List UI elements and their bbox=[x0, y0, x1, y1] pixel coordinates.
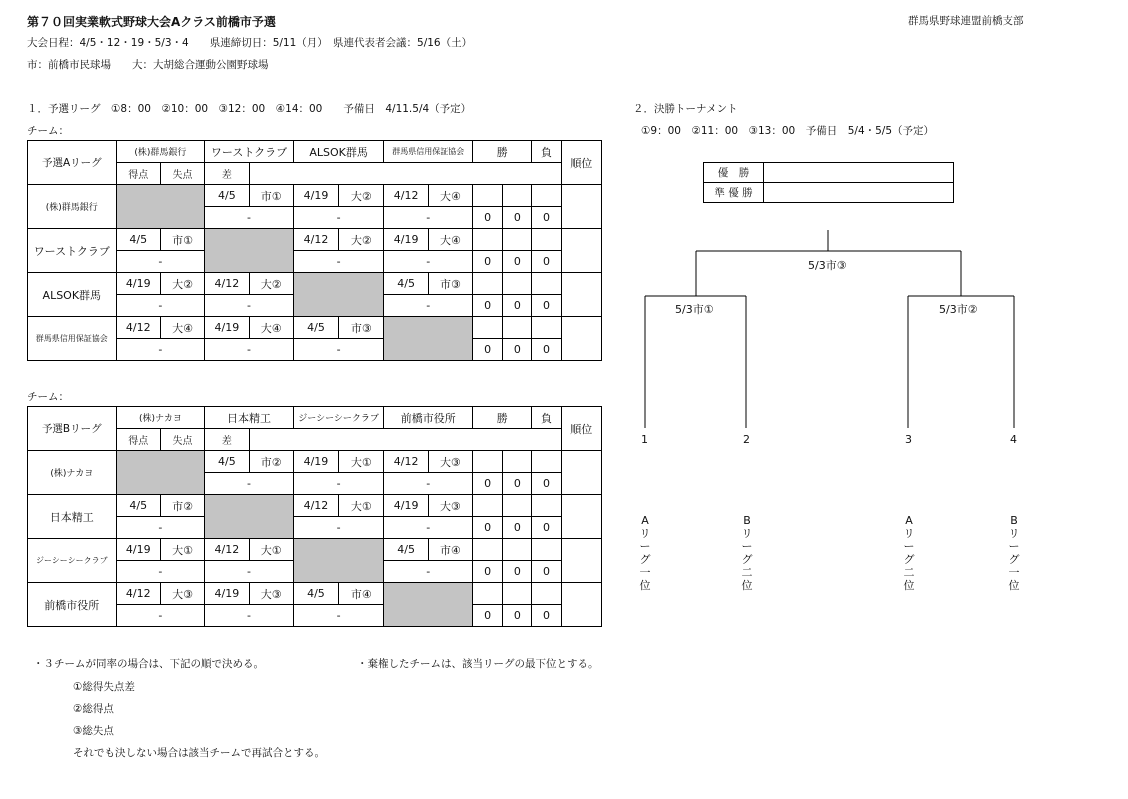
points-against-value: 0 bbox=[503, 339, 532, 361]
col-team-a2: ALSOK群馬 bbox=[293, 141, 384, 163]
slot-3: 3 bbox=[905, 433, 912, 446]
seed-1: Aリーグ一位 bbox=[639, 514, 651, 592]
match-venue: 大④ bbox=[428, 185, 472, 207]
row-team-name: ワーストクラブ bbox=[28, 229, 117, 273]
match-venue: 市② bbox=[249, 451, 293, 473]
match-date: 4/19 bbox=[384, 229, 428, 251]
match-score: - bbox=[205, 295, 294, 317]
col-team-a1: ワーストクラブ bbox=[205, 141, 294, 163]
match-venue: 大③ bbox=[428, 495, 472, 517]
row-team-name: ジーシーシークラブ bbox=[28, 539, 117, 583]
col-team-a3: 群馬県信用保証協会 bbox=[384, 141, 473, 163]
venues-line: 市：前橋市民球場 大：大胡総合運動公園野球場 bbox=[27, 59, 269, 71]
champion-label: 優 勝 bbox=[704, 163, 764, 183]
page-title: 第７０回実業軟式野球大会Aクラス前橋市予選 bbox=[27, 15, 276, 29]
match-score: - bbox=[384, 251, 473, 273]
diff-value: 0 bbox=[532, 517, 561, 539]
match-venue: 大② bbox=[339, 185, 384, 207]
points-for-value: 0 bbox=[473, 473, 503, 495]
col-team-b0: (株)ナカヨ bbox=[116, 407, 205, 429]
match-score: - bbox=[293, 207, 384, 229]
match-score: - bbox=[205, 207, 294, 229]
match-score: - bbox=[116, 251, 205, 273]
section-league-heading: １．予選リーグ ①8：00 ②10：00 ③12：00 ④14：00 予備日 4/11.5/4（予定） bbox=[27, 103, 472, 115]
match-date: 4/12 bbox=[293, 229, 338, 251]
loss-header-a: 負 bbox=[532, 141, 561, 163]
match-date: 4/19 bbox=[293, 451, 338, 473]
team-label-b: チーム： bbox=[27, 391, 69, 403]
match-score: - bbox=[384, 295, 473, 317]
note-rule-2: ②総得点 bbox=[73, 703, 114, 715]
match-score: - bbox=[293, 251, 384, 273]
match-date: 4/12 bbox=[384, 451, 428, 473]
slot-2: 2 bbox=[743, 433, 750, 446]
match-score: - bbox=[384, 517, 473, 539]
match-venue: 大② bbox=[160, 273, 204, 295]
points-against-value: 0 bbox=[503, 251, 532, 273]
points-for-value: 0 bbox=[473, 517, 503, 539]
diff-header-a: 差 bbox=[205, 163, 249, 185]
match-date: 4/5 bbox=[384, 539, 428, 561]
note-rule-1: ①総得失点差 bbox=[73, 681, 135, 693]
organization: 群馬県野球連盟前橋支部 bbox=[908, 15, 1024, 27]
rank-header-b: 順位 bbox=[561, 407, 601, 451]
points-for-value: 0 bbox=[473, 339, 503, 361]
diff-value: 0 bbox=[532, 295, 561, 317]
row-team-name: 日本精工 bbox=[28, 495, 117, 539]
points-for-value: 0 bbox=[473, 605, 503, 627]
match-date: 4/12 bbox=[116, 583, 160, 605]
points-against-value: 0 bbox=[503, 605, 532, 627]
match-venue: 大④ bbox=[160, 317, 204, 339]
seed-3: Aリーグ二位 bbox=[903, 514, 915, 592]
points-for-value: 0 bbox=[473, 207, 503, 229]
match-venue: 大④ bbox=[249, 317, 293, 339]
loss-header-b: 負 bbox=[532, 407, 561, 429]
match-date: 4/12 bbox=[205, 273, 249, 295]
league-a-name: 予選Aリーグ bbox=[28, 141, 117, 185]
note-rule-3: ③総失点 bbox=[73, 725, 114, 737]
diff-value: 0 bbox=[532, 339, 561, 361]
col-team-a0: (株)群馬銀行 bbox=[116, 141, 205, 163]
match-score: - bbox=[384, 561, 473, 583]
match-date: 4/19 bbox=[293, 185, 338, 207]
seed-4: Bリーグ一位 bbox=[1008, 514, 1020, 592]
points-for-value: 0 bbox=[473, 561, 503, 583]
win-header-a: 勝 bbox=[473, 141, 532, 163]
match-venue: 大② bbox=[339, 229, 384, 251]
match-venue: 大③ bbox=[160, 583, 204, 605]
schedule-line: 大会日程：4/5・12・19・5/3・4 県連締切日：5/11（月） 県連代表者会議：5/16（土） bbox=[27, 37, 473, 49]
points-against-value: 0 bbox=[503, 295, 532, 317]
match-date: 4/12 bbox=[116, 317, 160, 339]
semi1-match-label: 5/3市① bbox=[675, 303, 714, 316]
runner-up-label: 準 優 勝 bbox=[704, 183, 764, 203]
match-score: - bbox=[116, 605, 205, 627]
match-score: - bbox=[293, 605, 384, 627]
match-date: 4/5 bbox=[116, 495, 160, 517]
col-team-b2: ジーシーシークラブ bbox=[293, 407, 384, 429]
match-date: 4/5 bbox=[205, 185, 249, 207]
match-date: 4/5 bbox=[116, 229, 160, 251]
match-score: - bbox=[293, 339, 384, 361]
match-venue: 大① bbox=[339, 495, 384, 517]
points-against-value: 0 bbox=[503, 207, 532, 229]
match-date: 4/12 bbox=[293, 495, 338, 517]
match-score: - bbox=[116, 517, 205, 539]
match-score: - bbox=[116, 561, 205, 583]
league-b-name: 予選Bリーグ bbox=[28, 407, 117, 451]
match-venue: 大① bbox=[160, 539, 204, 561]
match-venue: 市② bbox=[160, 495, 204, 517]
diff-value: 0 bbox=[532, 251, 561, 273]
col-team-b1: 日本精工 bbox=[205, 407, 294, 429]
match-score: - bbox=[116, 339, 205, 361]
match-venue: 大④ bbox=[428, 229, 472, 251]
seed-2: Bリーグ二位 bbox=[741, 514, 753, 592]
match-score: - bbox=[116, 295, 205, 317]
match-score: - bbox=[384, 473, 473, 495]
match-date: 4/19 bbox=[116, 539, 160, 561]
match-score: - bbox=[205, 339, 294, 361]
row-team-name: 群馬県信用保証協会 bbox=[28, 317, 117, 361]
note-tiebreak: ・３チームが同率の場合は、下記の順で決める。 bbox=[33, 658, 264, 670]
points-for-header-a: 得点 bbox=[116, 163, 160, 185]
match-venue: 市③ bbox=[428, 273, 472, 295]
slot-1: 1 bbox=[641, 433, 648, 446]
section-tournament-heading: ２．決勝トーナメント bbox=[633, 103, 738, 115]
match-score: - bbox=[384, 207, 473, 229]
note-forfeit: ・棄権したチームは、該当リーグの最下位とする。 bbox=[357, 658, 599, 670]
diff-value: 0 bbox=[532, 561, 561, 583]
match-venue: 市① bbox=[249, 185, 293, 207]
match-date: 4/19 bbox=[205, 317, 249, 339]
final-match-label: 5/3市③ bbox=[808, 259, 847, 272]
match-date: 4/5 bbox=[293, 317, 338, 339]
match-date: 4/19 bbox=[205, 583, 249, 605]
match-venue: 大② bbox=[249, 273, 293, 295]
points-for-value: 0 bbox=[473, 251, 503, 273]
points-against-value: 0 bbox=[503, 561, 532, 583]
rank-header-a: 順位 bbox=[561, 141, 601, 185]
match-date: 4/19 bbox=[116, 273, 160, 295]
match-date: 4/5 bbox=[205, 451, 249, 473]
match-venue: 大① bbox=[249, 539, 293, 561]
match-date: 4/12 bbox=[205, 539, 249, 561]
row-team-name: ALSOK群馬 bbox=[28, 273, 117, 317]
slot-4: 4 bbox=[1010, 433, 1017, 446]
match-score: - bbox=[205, 561, 294, 583]
row-team-name: 前橋市役所 bbox=[28, 583, 117, 627]
match-date: 4/5 bbox=[293, 583, 338, 605]
semi2-match-label: 5/3市② bbox=[939, 303, 978, 316]
win-header-b: 勝 bbox=[473, 407, 532, 429]
col-team-b3: 前橋市役所 bbox=[384, 407, 473, 429]
match-venue: 市③ bbox=[339, 317, 384, 339]
points-against-value: 0 bbox=[503, 517, 532, 539]
match-score: - bbox=[205, 605, 294, 627]
row-team-name: (株)群馬銀行 bbox=[28, 185, 117, 229]
match-score: - bbox=[293, 517, 384, 539]
match-date: 4/5 bbox=[384, 273, 428, 295]
points-against-header-a: 失点 bbox=[160, 163, 204, 185]
diff-header-b: 差 bbox=[205, 429, 249, 451]
match-score: - bbox=[205, 473, 294, 495]
match-date: 4/19 bbox=[384, 495, 428, 517]
points-against-header-b: 失点 bbox=[160, 429, 204, 451]
team-label-a: チーム： bbox=[27, 125, 69, 137]
points-against-value: 0 bbox=[503, 473, 532, 495]
diff-value: 0 bbox=[532, 605, 561, 627]
diff-value: 0 bbox=[532, 473, 561, 495]
diff-value: 0 bbox=[532, 207, 561, 229]
match-date: 4/12 bbox=[384, 185, 428, 207]
points-for-value: 0 bbox=[473, 295, 503, 317]
points-for-header-b: 得点 bbox=[116, 429, 160, 451]
match-venue: 市④ bbox=[339, 583, 384, 605]
match-venue: 大① bbox=[339, 451, 384, 473]
note-rule-4: それでも決しない場合は該当チームで再試合とする。 bbox=[73, 747, 325, 759]
match-venue: 市④ bbox=[428, 539, 472, 561]
tournament-times: ①9：00 ②11：00 ③13：00 予備日 5/4・5/5（予定） bbox=[641, 125, 935, 137]
match-score: - bbox=[293, 473, 384, 495]
match-venue: 大③ bbox=[428, 451, 472, 473]
row-team-name: (株)ナカヨ bbox=[28, 451, 117, 495]
match-venue: 大③ bbox=[249, 583, 293, 605]
match-venue: 市① bbox=[160, 229, 204, 251]
